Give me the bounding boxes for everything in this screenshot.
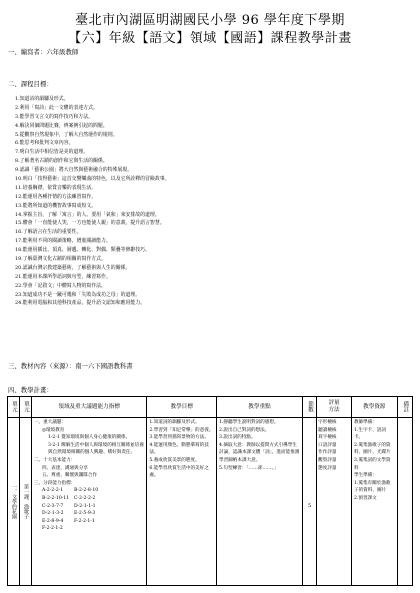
table-row [8, 418, 413, 586]
assessment-item: 口語評量 [318, 442, 337, 448]
goal-item: 7.明白生活中相信皆是美的道理。 [15, 149, 89, 156]
objective-item: 1.知道詞的韻腳及形式。 [149, 420, 200, 425]
objective-item: 4.能運用顏色、動態摹寫的技法。 [149, 442, 209, 456]
competency-code: A-2-2-2-1 [41, 488, 64, 494]
periods-cell [303, 418, 317, 586]
assessment-item: 態度評量 [318, 465, 337, 471]
competency-codes [34, 487, 144, 533]
goal-item: 10.明白「技得藝術」這首交響樂曲的特色，以及它所詮釋的冒險故事。 [15, 176, 170, 183]
competency-code: C-2-3-7-7 [41, 503, 64, 509]
header-unit-group: 單元 [8, 397, 20, 418]
resource-item: 教師準備： [353, 420, 377, 425]
assessment-list [317, 418, 351, 473]
goal-item: 13.能將所知道的機智故事寫成短文。 [15, 202, 97, 209]
ten-skills-label: 二、十大基本能力： [33, 457, 76, 463]
objective-item: 5.養成欣賞美景的態度。 [149, 457, 200, 463]
assessment-item: 作作評量 [318, 450, 337, 456]
editor-line: 一、編寫者：六年級教師 [8, 48, 79, 56]
goal-item: 24.能利用電腦和其他科技產品，提升語文認知和應用能力。 [15, 300, 146, 307]
competency-code: D-2-1-1-1 [73, 503, 96, 509]
focus-item: 4.摘取大意：教師以提問方式引導學生討論，認識本課文體「詞」，進而能推測學習歸納本課大意。 [219, 442, 300, 463]
competency-code: B-2-2-10-11 [41, 495, 70, 501]
competency-code: B-2-2-8-10 [73, 488, 99, 494]
goal-item: 3.能學習文言文的寫作技巧和方法。 [15, 113, 94, 120]
resource-item: 1.生字卡、語詞卡。 [353, 427, 386, 441]
assessment-item: 觀察評量 [318, 457, 337, 463]
resources-list [352, 418, 397, 504]
assessment-item: 寫字檢核 [318, 435, 337, 441]
table-header-row [8, 397, 413, 418]
env-item: 1-2-1 覺知環境與個人身心健康的關係。 [47, 435, 131, 441]
goal-item: 9.認識「藝術公園」將大自然與藝術融合的特殊展現。 [15, 167, 133, 174]
objectives-cell [147, 418, 217, 586]
env-item: 3-2-1 瞭解生活中個人與環境的相互關係並培養與自然環境相關的個人興趣、嗜好與責任。 [47, 442, 144, 456]
objective-item: 6.能學習欣賞生活中的美好之處。 [149, 465, 209, 479]
competency-label: 三、分段能力指標： [33, 480, 76, 486]
goal-item: 2.利用「寫詩」此一文體的表達方式。 [15, 104, 98, 111]
focus-cell [217, 418, 303, 586]
remark-cell [397, 418, 412, 586]
goal-item: 17.能利用不同的閱讀策略，增進閱讀能力。 [15, 238, 111, 245]
competency-code: C-2-2-2-2 [73, 495, 96, 501]
goal-item: 12.能運用各種扞情的方法練習寫作。 [15, 193, 97, 200]
focus-list [217, 418, 302, 473]
goal-item: 11.培養胸襟，依賞音樂的表現生活。 [15, 184, 97, 191]
objective-item: 3.能學習到描寫景物的方法。 [149, 435, 209, 441]
focus-item: 5.句型練習：「……卻……。」 [219, 465, 279, 471]
plan-heading: 四、教學計畫： [8, 386, 53, 394]
assessment-item: 字形檢核 [318, 420, 337, 425]
indicators-cell [31, 418, 146, 586]
resource-item: 3.蒐集詞的文學資料 [353, 457, 391, 471]
header-unit: 單元 [19, 397, 31, 418]
assessment-cell [317, 418, 352, 586]
focus-item: 3.說出詞的特點。 [219, 435, 256, 441]
assessment-item: 聽讀檢核 [318, 427, 337, 433]
goal-item: 8.了解著名古蹟的創作和它與生活的關係。 [15, 158, 108, 165]
header-focus: 教學重點 [217, 397, 303, 418]
focus-item: 2.說出自己對詞的想法。 [219, 427, 270, 433]
competency-code: E-2-8-9-4 [41, 518, 64, 524]
goal-item: 19.了解臺灣文化古蹟的相關的寫作方式。 [15, 256, 106, 263]
unit-name-cell: 第一課、漁歌子 [19, 418, 31, 586]
goal-item: 16.了解語言在生活的重要性。 [15, 229, 82, 236]
materials-line: 三、教材內容（來源）：南一六下國語教科書 [8, 362, 133, 370]
goal-item: 21.能運用本課所學語詞與句型，練習寫作。 [15, 273, 111, 280]
resources-cell [351, 418, 397, 586]
periods-value: 5 [307, 503, 312, 509]
goal-item: 18.能運用插比、頂真、層遞、轉化、對偶、類疊等修辭技巧。 [15, 247, 150, 254]
goal-item: 15.體會「一直能使人笑，一方也能使人親」的意義，提升語言智慧。 [15, 220, 165, 227]
skill-item: 五、尊重、關懷與團隊合作 [41, 473, 98, 479]
header-indicators: 領域及重大議題能力指標 [31, 397, 146, 418]
header-remark: 備註 [397, 397, 412, 418]
unit-group-cell: 一、文學的花園 [8, 418, 20, 586]
competency-code: D-2-1-3-2 [41, 511, 64, 517]
goal-item: 14.掌握主旨，了解「寓言」的人、要用「氣和」來安排故的道理。 [15, 211, 160, 218]
competency-code: E-2-5-9-3 [73, 511, 96, 517]
resource-item: 2.蒐集漁歌子的資料、圖片、光碟片 [353, 442, 391, 456]
header-resources: 教學資源 [351, 397, 397, 418]
header-assessment: 評量方法 [317, 397, 352, 418]
document-title: 臺北市內湖區明湖國民小學 96 學年度下學期 [75, 13, 345, 28]
goal-item: 6.能思考和批判文章內容。 [15, 140, 74, 147]
header-periods: 節數 [303, 397, 317, 418]
header-objectives: 教學目標 [147, 397, 217, 418]
goals-heading: 二、課程目標： [8, 80, 53, 88]
document-subtitle: 【六】年級【語文】領域【國語】課程教學計畫 [68, 31, 352, 46]
objective-item: 2.學習到「知足常樂」的意義。 [149, 427, 214, 433]
competency-code: F-2-2-1-1 [73, 518, 95, 524]
goal-item: 1.知道詩的韻腳及形式。 [15, 96, 69, 102]
goal-item: 5.從觀察自然現象中，了解大自然運作的規則。 [15, 131, 118, 138]
resource-item: 學生準備： [353, 473, 377, 479]
goal-item: 23.知道成功不是一蹴可幾和「失敗為成功之母」的道理。 [15, 291, 141, 298]
objectives-list [147, 418, 216, 481]
goal-item: 20.認識台灣宗教建築藝術，了解藝術與人生的關係。 [15, 264, 131, 271]
env-ed-label: ◎環境教育 [41, 427, 65, 433]
resource-item: 2.預習課文 [353, 495, 377, 501]
skill-item: 四、表達、溝通與分享 [41, 465, 88, 471]
competency-code: F-2-2-1-2 [41, 526, 63, 532]
goal-item: 22.學會「記敘文」中體寫人物的寫作法。 [15, 282, 106, 289]
teaching-plan-table [7, 396, 413, 586]
goals-list [15, 95, 415, 308]
resource-item: 1.蒐集有關於漁歌子的資料、圖片 [353, 480, 391, 494]
major-issue-label: 一、重大議題： [33, 420, 67, 425]
goal-item: 4.解決同個問題比賽，辨案例引起的問題。 [15, 122, 108, 129]
focus-item: 1.靜聽學生說明對詞的感想。 [219, 420, 279, 425]
